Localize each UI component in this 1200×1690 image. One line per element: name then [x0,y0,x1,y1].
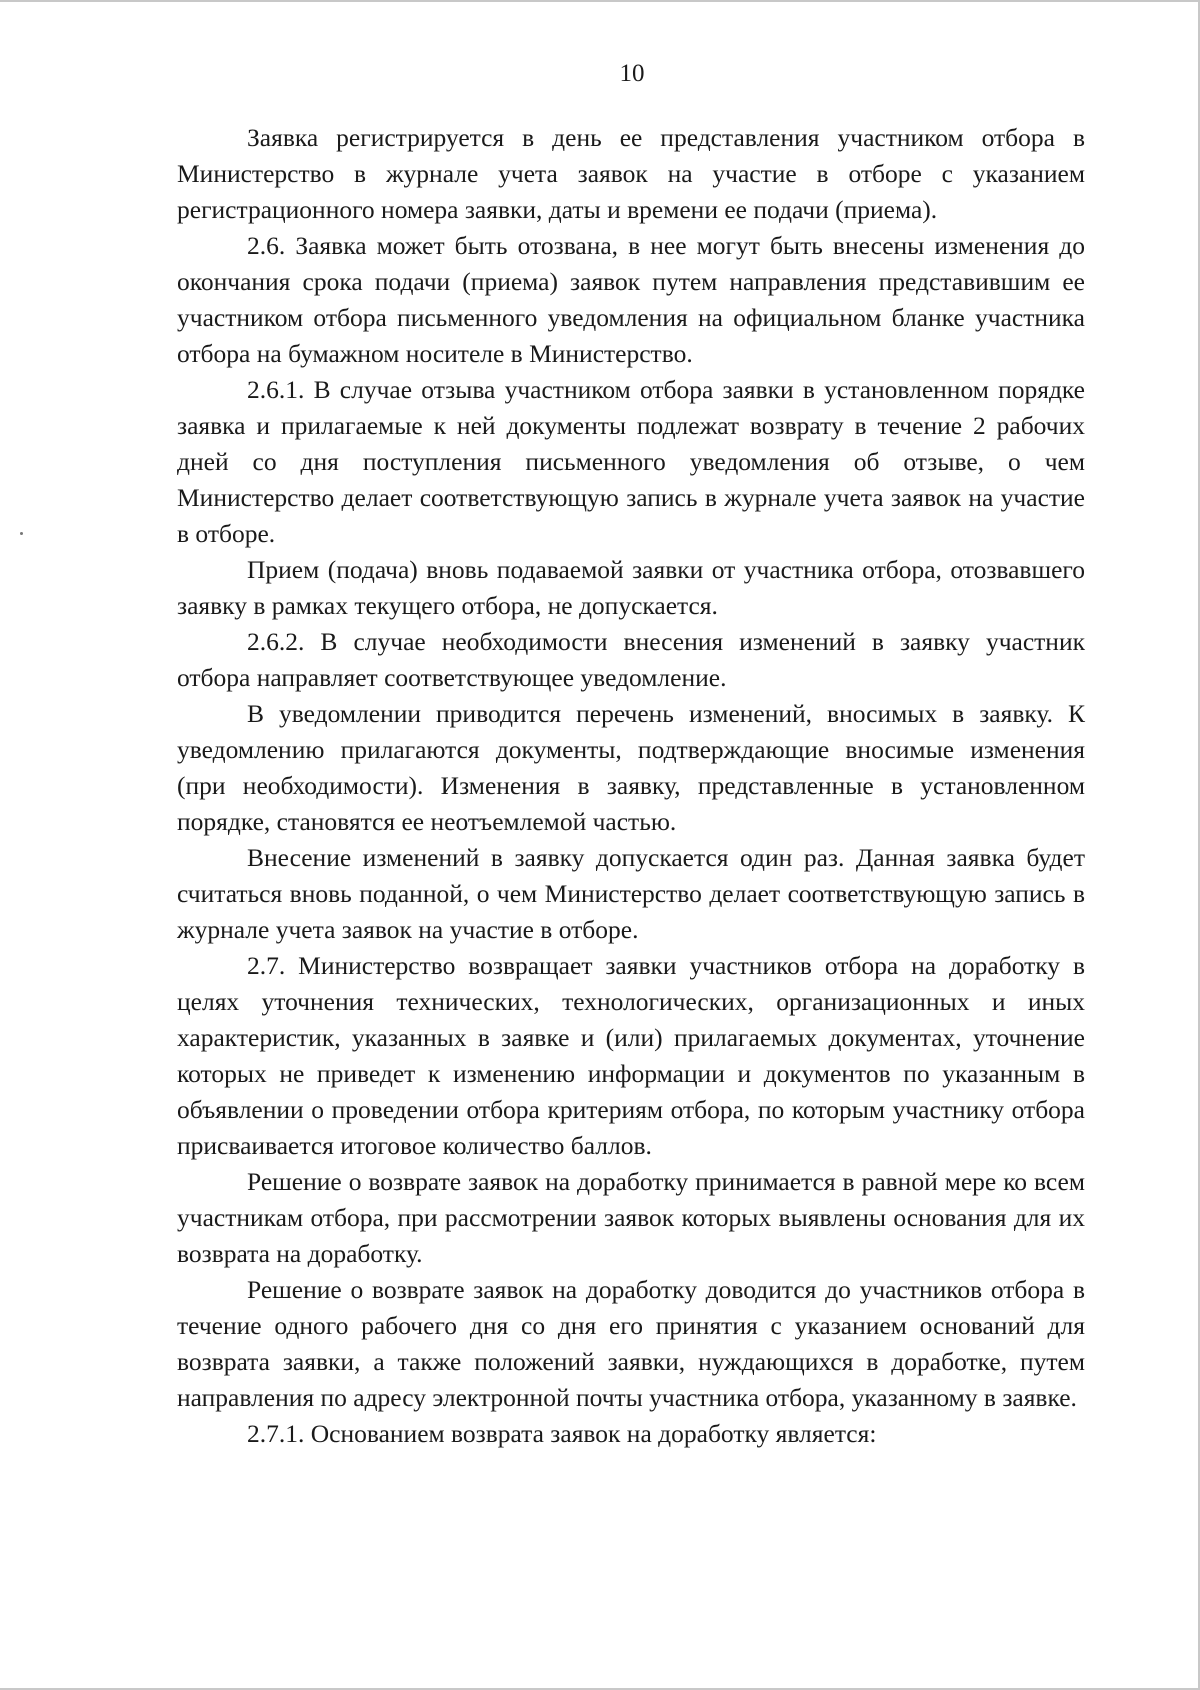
page-number: 10 [619,60,645,87]
scan-speck [20,532,23,535]
paragraph-return-notice: Решение о возврате заявок на доработку доводится до участников отбора в течение одного рабочего дня со дня его принятия с указанием оснований для возврата заявки, а также положений заявки, нуждающихся в доработке, путем направления по адресу электронной почты участника отбора, указанному в заявке. [177,1275,1085,1412]
paragraph-2-6-2: 2.6.2. В случае необходимости внесения изменений в заявку участник отбора направляет соответствующее уведомление. [177,627,1085,692]
paragraph-return-decision: Решение о возврате заявок на доработку принимается в равной мере ко всем участникам отбора, при рассмотрении заявок которых выявлены основания для их возврата на доработку. [177,1167,1085,1268]
document-body [177,120,1085,1452]
paragraph-resubmission: Прием (подача) вновь подаваемой заявки от участника отбора, отозвавшего заявку в рамках текущего отбора, не допускается. [177,555,1085,620]
paragraph-2-7-1: 2.7.1. Основанием возврата заявок на доработку является: [247,1419,877,1448]
paragraph-2-7: 2.7. Министерство возвращает заявки участников отбора на доработку в целях уточнения технических, технологических, организационных и иных характеристик, указанных в заявке и (или) прилагаемых документах, уточнение которых не приведет к изменению информации и документов по указанным в объявлении о проведении отбора критериям отбора, по которым участнику отбора присваивается итоговое количество баллов. [177,951,1085,1160]
paragraph-2-6: 2.6. Заявка может быть отозвана, в нее могут быть внесены изменения до окончания срока подачи (приема) заявок путем направления представившим ее участником отбора письменного уведомления на официальном бланке участника отбора на бумажном носителе в Министерство. [177,231,1085,368]
paragraph-2-6-1: 2.6.1. В случае отзыва участником отбора заявки в установленном порядке заявка и прилагаемые к ней документы подлежат возврату в течение 2 рабочих дней со дня поступления письменного уведомления об отзыве, о чем Министерство делает соответствующую запись в журнале учета заявок на участие в отборе. [177,375,1085,548]
paragraph-changes-once: Внесение изменений в заявку допускается один раз. Данная заявка будет считаться вновь поданной, о чем Министерство делает соответствующую запись в журнале учета заявок на участие в отборе. [177,843,1085,944]
paragraph-registration: Заявка регистрируется в день ее представления участником отбора в Министерство в журнале учета заявок на участие в отборе с указанием регистрационного номера заявки, даты и времени ее подачи (приема). [177,123,1085,224]
paragraph-notification: В уведомлении приводится перечень изменений, вносимых в заявку. К уведомлению прилагаются документы, подтверждающие вносимые изменения (при необходимости). Изменения в заявку, представленные в установленном порядке, становятся ее неотъемлемой частью. [177,699,1085,836]
